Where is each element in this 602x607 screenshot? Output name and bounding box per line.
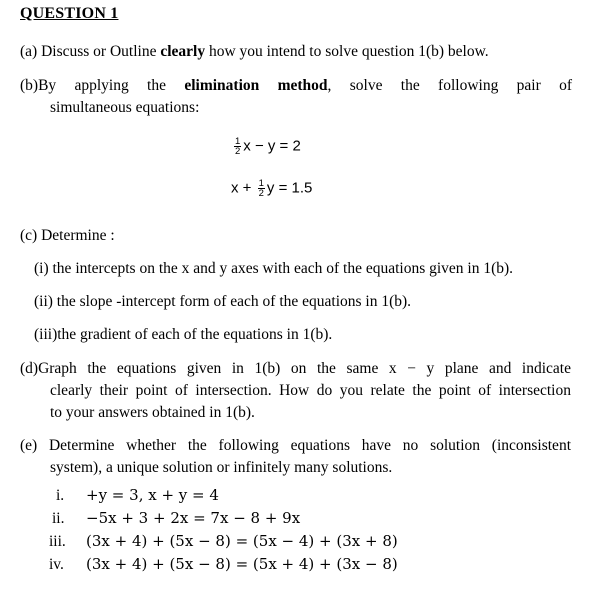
part-e-line1: (e) Determine whether the following equations have no solution (inconsistent bbox=[20, 437, 571, 454]
part-e-line2: system), a unique solution or infinitely many solutions. bbox=[50, 459, 393, 476]
part-e-item-1-expression: +y = 3, x + y = 4 bbox=[86, 486, 219, 504]
part-e-item-2-expression: −5x + 3 + 2x = 7x − 8 + 9x bbox=[86, 509, 301, 527]
part-d-line2: clearly their point of intersection. How do you relate the point of intersection bbox=[50, 382, 571, 399]
equation-2-fraction: $\frac{1}{2}$ bbox=[258, 178, 264, 199]
part-c-i: (i) the intercepts on the x and y axes with each of the equations given in 1(b). bbox=[34, 260, 514, 277]
part-a-prefix: (a) Discuss or Outline bbox=[20, 43, 161, 60]
part-e-item-3-number: iii. bbox=[49, 533, 66, 550]
equation-2-lead: x + bbox=[231, 179, 256, 197]
equation-2-rest: y = 1.5 bbox=[266, 179, 313, 197]
part-e-item-4-number: iv. bbox=[49, 556, 64, 573]
part-d-line1: (d)Graph the equations given in 1(b) on the same x − y plane and indicate bbox=[20, 360, 571, 377]
question-heading: QUESTION 1 bbox=[20, 5, 119, 22]
part-a bbox=[20, 43, 489, 61]
part-c-iii: (iii)the gradient of each of the equations in 1(b). bbox=[34, 326, 333, 343]
part-a-suffix: how you intend to solve question 1(b) below. bbox=[205, 43, 489, 60]
part-e-item-3-expression: (3x + 4) + (5x − 8) = (5x − 4) + (3x + 8) bbox=[86, 532, 398, 550]
part-c-ii: (ii) the slope -intercept form of each of the equations in 1(b). bbox=[34, 293, 412, 310]
part-b-line2: simultaneous equations: bbox=[50, 99, 200, 116]
equation-1 bbox=[232, 137, 301, 156]
part-b-line1 bbox=[20, 77, 572, 95]
part-b-prefix: (b)By applying the bbox=[20, 77, 185, 94]
part-d-line3: to your answers obtained in 1(b). bbox=[50, 404, 255, 421]
part-c-intro: (c) Determine : bbox=[20, 227, 115, 244]
part-e-item-2-number: ii. bbox=[52, 510, 65, 527]
equation-1-fraction: $\frac{1}{2}$ bbox=[235, 136, 241, 157]
part-b-bold: elimination method bbox=[184, 77, 328, 94]
equation-1-rest: x − y = 2 bbox=[243, 137, 301, 155]
part-b-suffix: , solve the following pair of bbox=[327, 77, 572, 94]
equation-2 bbox=[231, 179, 312, 198]
part-a-bold: clearly bbox=[160, 43, 206, 60]
part-e-item-4-expression: (3x + 4) + (5x − 8) = (5x + 4) + (3x − 8) bbox=[86, 555, 398, 573]
part-e-item-1-number: i. bbox=[56, 487, 65, 504]
